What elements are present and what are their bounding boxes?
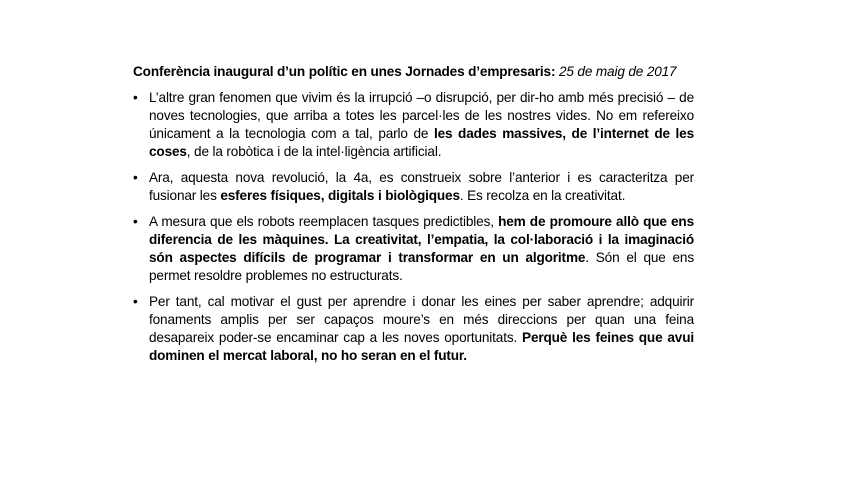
bullet-bold-text: hem de promoure allò que ens diferencia de les màquines. La creativitat, l’empatia, la col·laboració i la imaginació són aspectes difícils de programar i transformar en un algoritme	[149, 214, 694, 265]
heading-date: 25 de maig de 2017	[558, 64, 677, 79]
bullet-bold-text: esferes físiques, digitals i biològiques	[220, 188, 460, 203]
bullet-dot-icon: •	[133, 214, 138, 229]
bullet-item	[133, 213, 694, 285]
bullet-text: . Es recolza en la creativitat.	[459, 188, 626, 203]
bullet-text: L’altre gran fenomen que vivim és la irrupció –o disrupció, per dir-ho amb més precisió – de noves tecnologies, que arriba a totes les parcel·les de les nostres vides. No em refereixo únicament a la tecnologia com a tal, parlo de	[149, 90, 694, 141]
bullet-list	[133, 89, 694, 365]
heading-lead: Conferència inaugural d’un polític en unes Jornades d’empresaris:	[133, 64, 556, 79]
bullet-text: . Són el que ens permet resoldre problemes no estructurats.	[149, 250, 694, 283]
bullet-bold-text: Perquè les feines que avui dominen el mercat laboral, no ho seran en el futur.	[149, 330, 694, 363]
slide-content	[133, 63, 694, 373]
bullet-dot-icon: •	[133, 294, 138, 309]
slide-heading	[133, 63, 694, 81]
bullet-bold-text: les dades massives, de l’internet de les coses	[149, 126, 694, 159]
bullet-item	[133, 293, 694, 365]
bullet-text: Ara, aquesta nova revolució, la 4a, es construeix sobre l’anterior i es caracteritza per fusionar les	[149, 170, 694, 203]
bullet-text: , de la robòtica i de la intel·ligència artificial.	[186, 144, 442, 159]
bullet-text: Per tant, cal motivar el gust per aprendre i donar les eines per saber aprendre; adquirir fonaments amplis per ser capaços moure’s en més direccions per quan una feina desapareix poder-se encaminar cap a les noves oportunitats.	[149, 294, 694, 345]
bullet-dot-icon: •	[133, 170, 138, 185]
bullet-item	[133, 169, 694, 205]
bullet-text: A mesura que els robots reemplacen tasques predictibles,	[149, 214, 499, 229]
bullet-dot-icon: •	[133, 90, 138, 105]
bullet-item	[133, 89, 694, 161]
